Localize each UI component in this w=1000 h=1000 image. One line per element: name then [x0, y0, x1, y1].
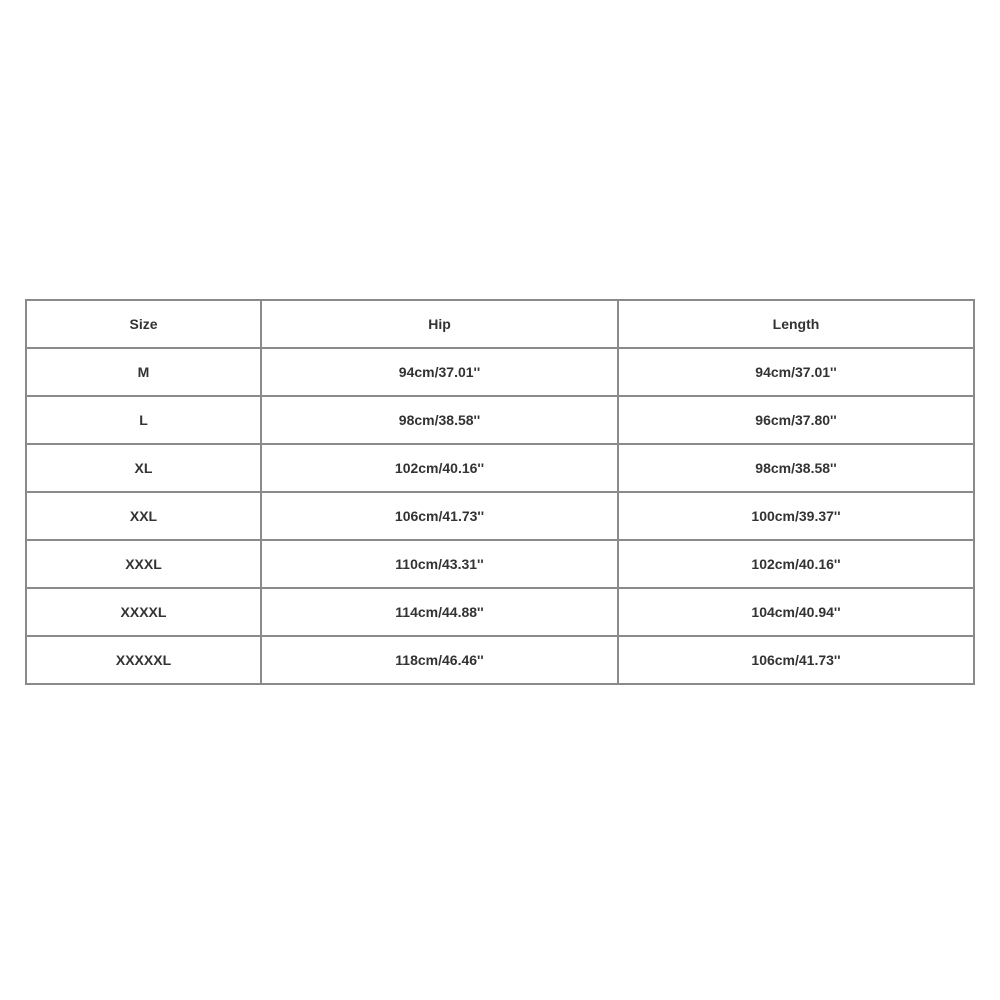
size-cell: L — [27, 397, 262, 445]
table-row — [27, 445, 975, 493]
size-cell: XL — [27, 445, 262, 493]
hip-cell: 114cm/44.88'' — [262, 589, 619, 637]
length-cell: 106cm/41.73'' — [619, 637, 975, 685]
table-row — [27, 541, 975, 589]
table-row — [27, 349, 975, 397]
length-cell: 96cm/37.80'' — [619, 397, 975, 445]
length-cell: 102cm/40.16'' — [619, 541, 975, 589]
length-cell: 94cm/37.01'' — [619, 349, 975, 397]
size-cell: M — [27, 349, 262, 397]
header-hip: Hip — [262, 301, 619, 349]
header-length: Length — [619, 301, 975, 349]
size-cell: XXXL — [27, 541, 262, 589]
size-cell: XXXXXL — [27, 637, 262, 685]
hip-cell: 102cm/40.16'' — [262, 445, 619, 493]
hip-cell: 106cm/41.73'' — [262, 493, 619, 541]
length-cell: 100cm/39.37'' — [619, 493, 975, 541]
hip-cell: 110cm/43.31'' — [262, 541, 619, 589]
hip-cell: 98cm/38.58'' — [262, 397, 619, 445]
size-chart-table — [25, 299, 975, 685]
table-row — [27, 637, 975, 685]
table-header-row — [27, 301, 975, 349]
hip-cell: 94cm/37.01'' — [262, 349, 619, 397]
hip-cell: 118cm/46.46'' — [262, 637, 619, 685]
size-cell: XXL — [27, 493, 262, 541]
table-row — [27, 397, 975, 445]
table-row — [27, 493, 975, 541]
length-cell: 104cm/40.94'' — [619, 589, 975, 637]
header-size: Size — [27, 301, 262, 349]
table-row — [27, 589, 975, 637]
size-cell: XXXXL — [27, 589, 262, 637]
length-cell: 98cm/38.58'' — [619, 445, 975, 493]
